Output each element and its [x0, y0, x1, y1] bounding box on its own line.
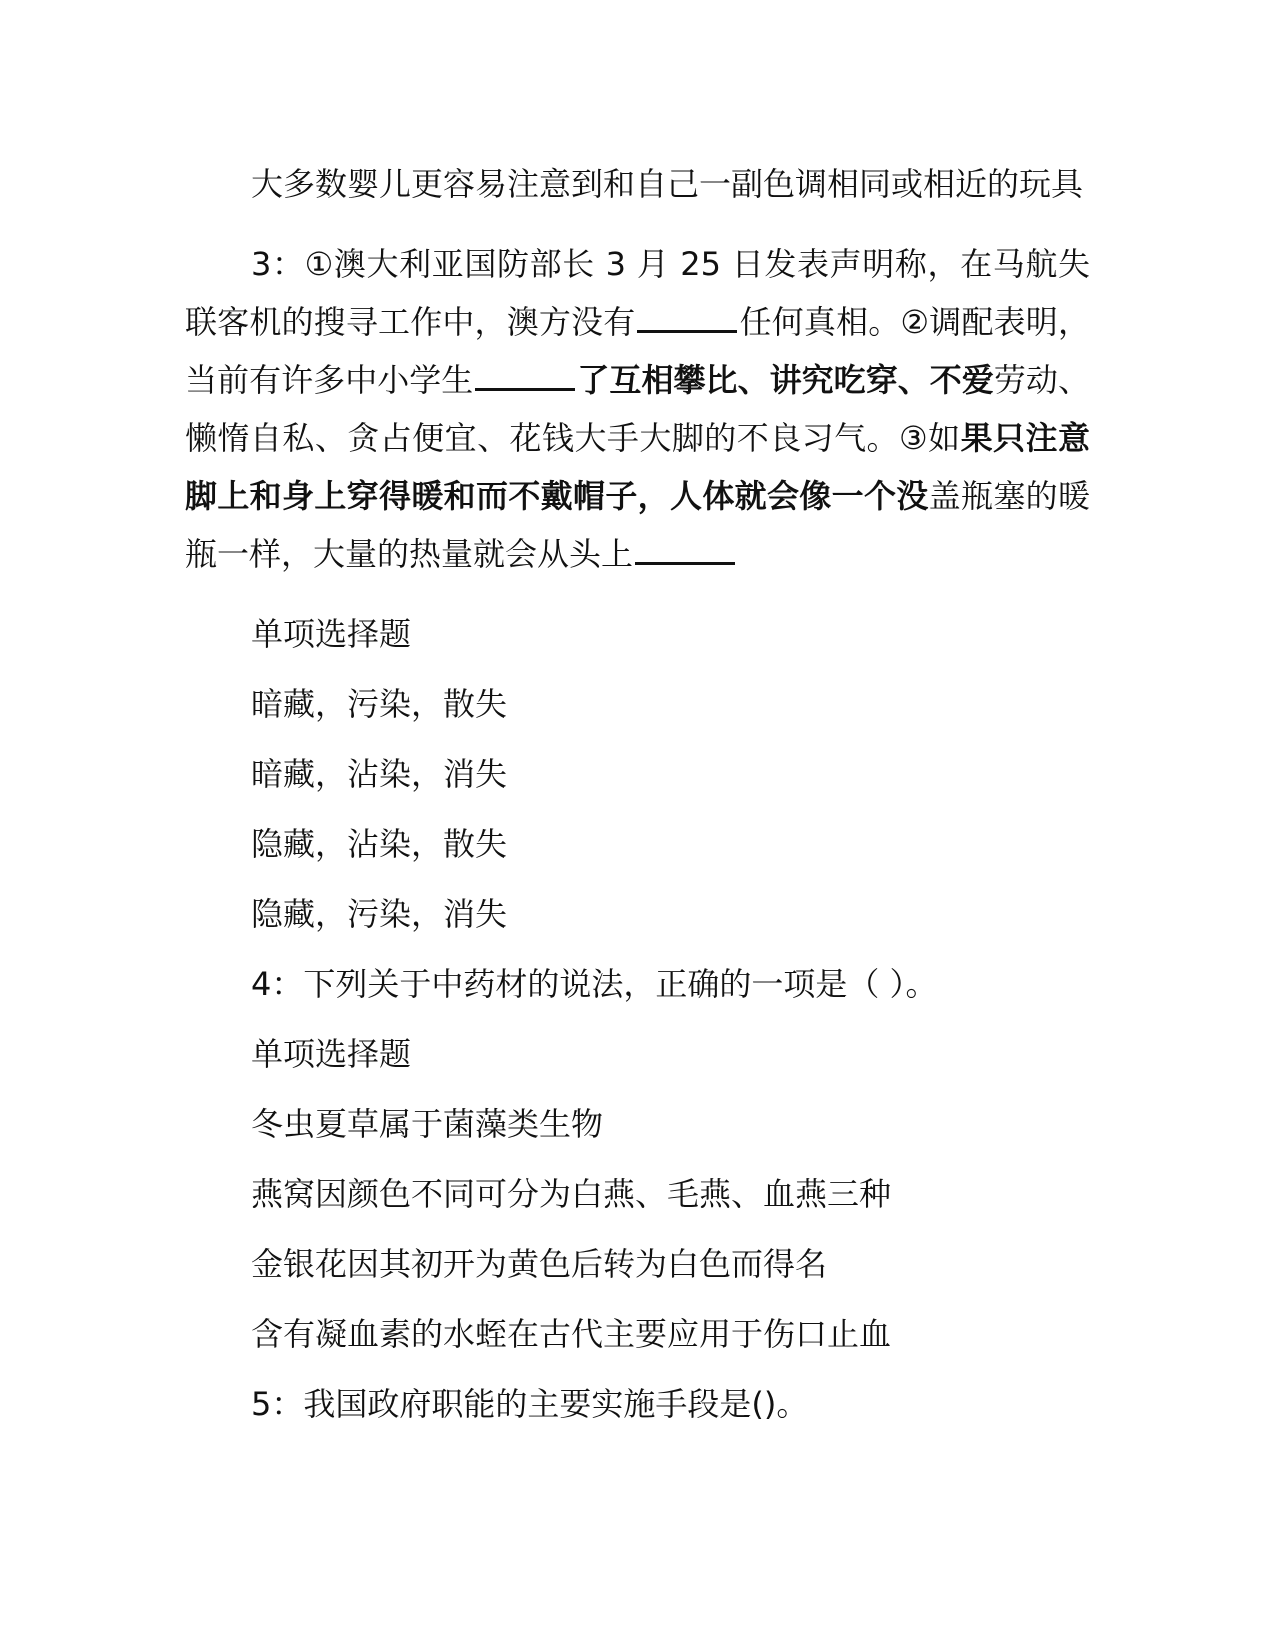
question-3-option-d: 隐藏，污染，消失 [251, 895, 508, 933]
fill-blank-2 [475, 360, 575, 391]
question-3-stem [185, 235, 1090, 583]
question-4-option-d: 含有凝血素的水蛭在古代主要应用于伤口止血 [251, 1315, 892, 1353]
question-4-option-b: 燕窝因颜色不同可分为白燕、毛燕、血燕三种 [251, 1175, 892, 1213]
document-page [185, 155, 1090, 1445]
question-4-option-c: 金银花因其初开为黄色后转为白色而得名 [251, 1245, 828, 1283]
question-3-mid2: 劳动、懒惰自私、贪占便宜、花钱大手大脚的不良习气。③如 [185, 361, 1090, 457]
question-3-bold2: 果只注意脚上和身上穿得暖和而不戴帽子，人体就会像一个没 [185, 419, 1090, 515]
question-3-mid3: 盖瓶塞的暖瓶一样，大量的热量就会从头上 [185, 477, 1090, 573]
question-3-option-a: 暗藏，污染，散失 [251, 685, 508, 723]
question-4-option-a: 冬虫夏草属于菌藻类生物 [251, 1105, 604, 1143]
question-3-mid1: 任何真相。②调配表明，当前有许多中小学生 [185, 303, 1090, 399]
question-5-stem: 5：我国政府职能的主要实施手段是()。 [251, 1385, 809, 1423]
question-4-stem: 4：下列关于中药材的说法，正确的一项是（ ）。 [251, 965, 938, 1003]
question-3-bold1: 了互相攀比、讲究吃穿、不爱 [577, 361, 994, 399]
question-3-option-c: 隐藏，沾染，散失 [251, 825, 508, 863]
question-3-option-b: 暗藏，沾染，消失 [251, 755, 508, 793]
question-3-lead: 3：①澳大利亚国防部长 3 月 25 日发表声明称，在马航失联客机的搜寻工作中，澳方没有 [185, 245, 1090, 341]
question-3-type-label: 单项选择题 [251, 615, 412, 653]
fill-blank-3 [635, 534, 735, 565]
previous-answer-text: 大多数婴儿更容易注意到和自己一副色调相同或相近的玩具 [251, 165, 1084, 203]
question-4-type-label: 单项选择题 [251, 1035, 412, 1073]
fill-blank-1 [637, 302, 737, 333]
